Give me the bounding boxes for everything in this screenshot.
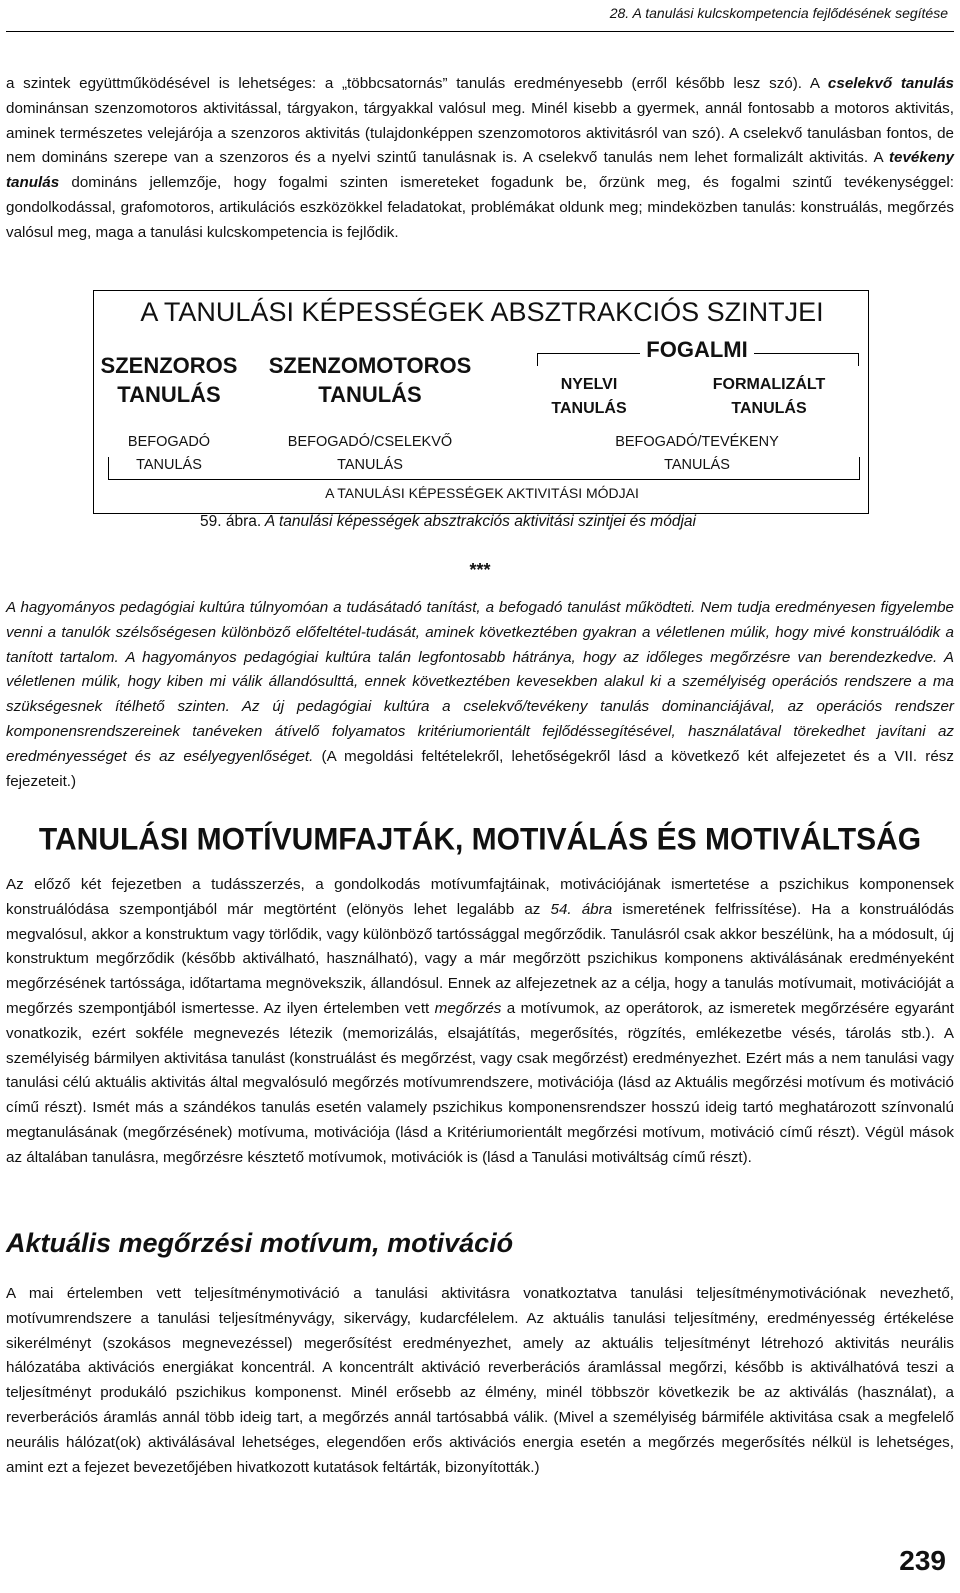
label-line: NYELVI bbox=[560, 376, 618, 393]
section-title: TANULÁSI MOTÍVUMFAJTÁK, MOTIVÁLÁS ÉS MOTIVÁLTSÁG bbox=[38, 822, 922, 857]
box-formalizalt-tanulas bbox=[669, 373, 869, 421]
text-run: (A megoldási feltételekről, lehetőségekről lásd a következő két alfejezetet és a VII. rész fejezeteit.) bbox=[6, 747, 954, 790]
text-run: A hagyományos pedagógiai kultúra túlnyomóan a tudásátadó tanítást, a befogadó tanulást működteti. Nem tudja eredményesen figyelembe venni a tanulók szélsőségesen különböző előfeltétel-tudását, aminek következtében gyakran a véletlenen múlik, hogy mivé konstruálódik a tanított tartalom. A hagyományos pedagógiai kultúra talán legfontosabb hátránya, hogy az időleges megőrzésre van berendezkedve. A véletlenen múlik, hogy kiben mi válik állandósulttá, ennek következtében kevesekben alakul ki a személyiség operációs rendszere a ma szükségesnek ítélhető szinten. Az új pedagógiai kultúra a cselekvő/tevékeny tanulás dominanciájával, az operációs rendszer komponensrendszereinek tanéveken átívelő folyamatos kritériumorientált fejlődéssegítésével, használatával törekedhet javítani az eredményességet és az esélyegyenlőséget. bbox=[6, 599, 954, 765]
label-line: TANULÁS bbox=[337, 457, 403, 473]
header-rule bbox=[6, 31, 954, 32]
box-nyelvi-tanulas bbox=[524, 373, 654, 421]
running-title: 28. A tanulási kulcskompetencia fejlődésének segítése bbox=[609, 5, 948, 21]
text-run: ismeretének felfrissítése). Ha a konstruálódás megvalósul, akkor a konstruktum vagy törlődik, vagy különböző tartóssággal megőrződik. Tanulásról csak akkor beszélünk, ha a módosult, új konstruktum megőrződik (később aktiválható, használható), vagy a már megőrzött pszichikus komponens aktiválásának eredményeként megőrzésének tartóssága, időtartama megnövekszik, állandósul. Ennek az alfejezetnek az a célja, hogy a tanulás motívumait, motivációját a megőrzés szempontjából ismertesse. Az ilyen értelemben vett bbox=[6, 900, 954, 1017]
fogalmi-label bbox=[537, 335, 857, 364]
label-line: SZENZOROS bbox=[100, 353, 238, 378]
caption-number: 59. ábra. bbox=[200, 513, 262, 530]
text-run: Az előző két fejezetben a tudásszerzés, a gondolkodás motívumfajtáinak, motivációjának ismertetése a pszichikus komponensek konstruálódása szempontjából már megtörtént (elönyös lehet legalább az bbox=[6, 876, 954, 918]
label-line: TANULÁS bbox=[551, 400, 627, 417]
label-line: FOGALMI bbox=[640, 337, 753, 362]
caption-text: A tanulási képességek absztrakciós aktivitási szintjei és módjai bbox=[261, 513, 696, 530]
page-number: 239 bbox=[899, 1545, 946, 1576]
separator: *** bbox=[469, 560, 491, 580]
text-run: dominánsan szenzomotoros aktivitással, tárgyakon, tárgyakkal valósul meg. Minél kisebb a gyermek, annál fontosabb a motoros aktivitás, aminek természetes velejárója a szenzoros aktivitás (tulajdonképpen szenzomotoros aktivitásról van szó). A cselekvő tanulásban fontos, de nem domináns szerepe van a szenzoros és a nyelvi szintű tanulásnak is. A cselekvő tanulás nem lehet formalizált aktivitás. A bbox=[6, 99, 954, 167]
label-line: TANULÁS bbox=[117, 382, 221, 407]
text-run: domináns jellemzője, hogy fogalmi szinten ismereteket fogadunk be, őrzünk meg, és fogalmi szintű tevékenységgel: gondolkodással, grafomotoros, artikulációs eszközökkel feladatokat, problémákat oldunk meg; mindeközben tanulás: konstruálás, megőrzés valósul meg, maga a tanulási kulcskompetencia is fejlődik. bbox=[6, 174, 954, 241]
text-run: a motívumok, az operátorok, az ismeretek megőrzésére egyaránt vonatkozik, ezért sokféle megnevezés létezik (memorizálás, elsajátítás, megerősítés, rögzítés, emlékezetbe vésés, tárolás stb.). A személyiség bármilyen aktivitása tanulást (konstruálást és megőrzést, vagy csak megőrzést) eredményezhet. Ezért más a nem tanulási vagy tanulási célú aktuális aktivitás által megvalósuló megőrzés motívumrendszere, motivációja (lásd az Aktuális megőrzési motívum és motiváció című részt). Ismét más a szándékos tanulás esetén valamely pszichikus komponensrendszer hosszú ideig tartó meghatározott színvonalú megtanulásának (megőrzésének) motívuma, motivációja (lásd a Kritériumorientált megőrzési motívum, motiváció című részt). Végül mások az általában tanulásra, megőrzésre késztető motívumok, motivációk is (lásd a Tanulási motiváltság című részt). bbox=[6, 999, 954, 1166]
paragraph-2 bbox=[6, 596, 954, 794]
box-szenzomotoros-tanulas bbox=[254, 351, 486, 409]
figure-title: A TANULÁSI KÉPESSÉGEK ABSZTRAKCIÓS SZINTJEI bbox=[140, 297, 824, 327]
text-run: a szintek együttműködésével is lehetséges: a „többcsatornás” tanulás eredményesebb (erről később lesz szó). A bbox=[6, 75, 828, 92]
label-line: TANULÁS bbox=[664, 457, 730, 473]
term-tevekeny-tanulas: tevékeny tanulás bbox=[6, 149, 954, 192]
label-line: BEFOGADÓ/TEVÉKENY bbox=[615, 434, 779, 450]
label-line: TANULÁS bbox=[136, 457, 202, 473]
box-szenzoros-tanulas bbox=[94, 351, 244, 409]
figure-reference: 54. ábra bbox=[550, 900, 613, 918]
figure-footer: A TANULÁSI KÉPESSÉGEK AKTIVITÁSI MÓDJAI bbox=[325, 485, 639, 501]
term-cselekvo-tanulas: cselekvő tanulás bbox=[827, 75, 954, 92]
label-line: BEFOGADÓ/CSELEKVŐ bbox=[287, 434, 453, 450]
paragraph-3 bbox=[6, 873, 954, 1171]
label-line: SZENZOMOTOROS bbox=[268, 353, 472, 378]
label-line: FORMALIZÁLT bbox=[712, 376, 826, 393]
figure-caption bbox=[200, 513, 696, 531]
figure-abstraction-levels bbox=[93, 290, 869, 514]
label-line: TANULÁS bbox=[731, 400, 807, 417]
subsection-title: Aktuális megőrzési motívum, motiváció bbox=[6, 1228, 514, 1258]
modes-bracket bbox=[108, 457, 860, 480]
paragraph-4: A mai értelemben vett teljesítménymotiváció a tanulási aktivitásra vonatkoztatva tanulási teljesítménymotivációnak nevezhető, motívumrendszere a tanulási teljesítményvágy, sikervágy, kudarcfélelem. Az aktuális tanulási teljesítmény, eredményesség értékelése sikerélményt (szokásos megnevezéssel) megerősítést eredményezhet, amely az aktuális teljesítményt létrehozó aktivitás neurális hálózatába aktivációs energiákat koncentrál. A koncentrált aktiváció reverberációs áramlással megőrzi, később is aktiválhatóvá teszi a teljesítményt produkáló pszichikus komponenst. Minél erősebb az élmény, minél többször következik be az aktiválás (használat), a reverberációs áramlás annál több ideig tart, a megőrzés annál tartósabbá válik. (Mivel a személyiség bármiféle aktivitása csak a megfelelő neurális hálózat(ok) aktiválásával lehetséges, elegendően erős aktivációs energia esetén a megőrzés megerősítés nélkül is lehetséges, amint ezt a fejezet bevezetőjében hivatkozott kutatások feltárták, bizonyították.) bbox=[6, 1285, 954, 1476]
term-megorzes: megőrzés bbox=[434, 999, 502, 1017]
label-line: TANULÁS bbox=[318, 382, 422, 407]
label-line: BEFOGADÓ bbox=[127, 434, 211, 450]
paragraph-1 bbox=[6, 72, 954, 246]
